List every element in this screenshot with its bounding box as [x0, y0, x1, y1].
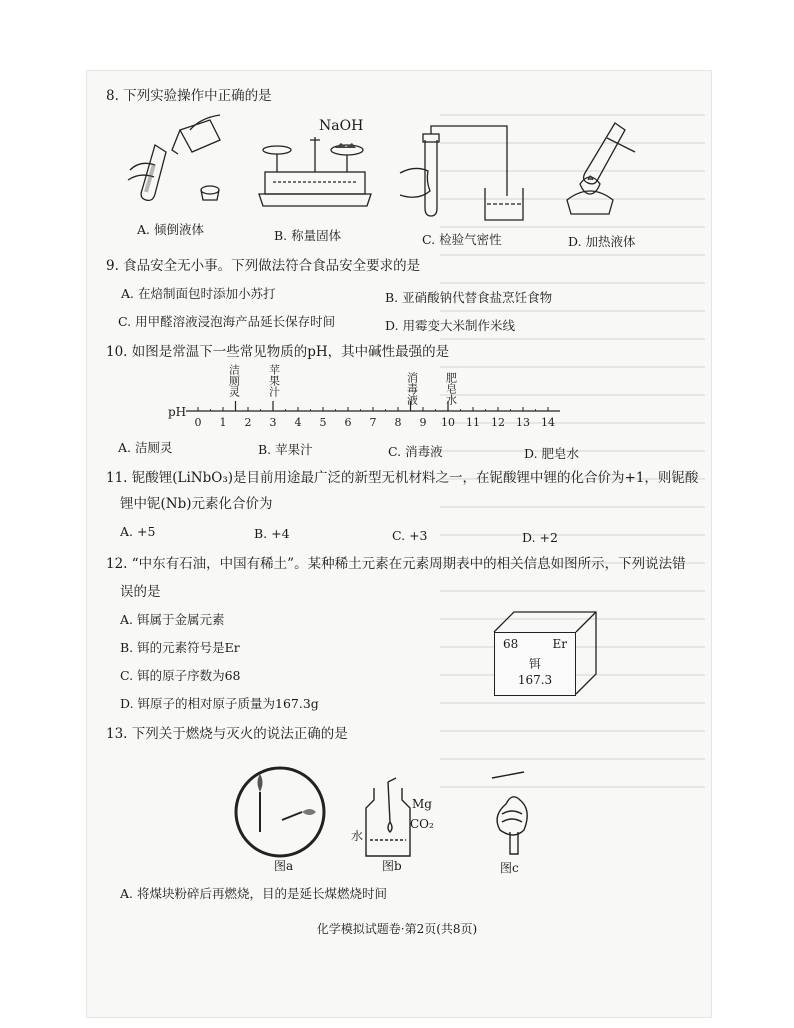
ph-label-cleaner-text: 洁厕灵 — [227, 364, 241, 397]
q13-option-a[interactable]: A. 将煤块粉碎后再燃烧，目的是延长煤燃烧时间 — [120, 886, 387, 901]
naoh-label: NaOH — [319, 118, 364, 134]
q11-option-b[interactable]: B. +4 — [254, 526, 290, 541]
q12-option-d[interactable]: D. 铒原子的相对原子质量为167.3g — [120, 696, 319, 711]
q10-option-c[interactable]: C. 消毒液 — [388, 444, 443, 459]
ph-tick-label: 12 — [491, 416, 505, 429]
co2-label: CO₂ — [410, 817, 434, 831]
ph-tick-label: 0 — [194, 416, 202, 429]
element-name: 铒 — [528, 657, 541, 671]
q11-option-a[interactable]: A. +5 — [120, 524, 156, 539]
figure-c-candle-illustration — [484, 770, 544, 860]
water-label: 水 — [351, 829, 364, 843]
q11-stem-line1: 11. 铌酸锂(LiNbO₃)是目前用途最广泛的新型无机材料之一，在铌酸锂中锂的化合价为+1，则铌酸 — [106, 470, 699, 486]
ph-label-soap-text: 肥皂水 — [444, 372, 458, 405]
q10-option-b[interactable]: B. 苹果汁 — [258, 442, 313, 457]
q10-stem: 10. 如图是常温下一些常见物质的pH，其中碱性最强的是 — [106, 344, 450, 360]
element-symbol: Er — [552, 637, 567, 651]
ph-tick-label: 10 — [441, 416, 455, 429]
ph-axis-label: pH — [168, 405, 187, 419]
figure-a-caption: 图a — [274, 859, 294, 873]
figure-b-caption: 图b — [382, 859, 402, 873]
q12-option-b[interactable]: B. 铒的元素符号是Er — [120, 640, 240, 655]
q8-stem: 8. 下列实验操作中正确的是 — [106, 88, 272, 104]
ph-tick-label: 5 — [319, 416, 327, 429]
q9-option-d[interactable]: D. 用霉变大米制作米线 — [385, 318, 516, 333]
q12-stem-line2: 误的是 — [120, 584, 161, 600]
q10-option-d[interactable]: D. 肥皂水 — [524, 446, 580, 461]
q12-option-c[interactable]: C. 铒的原子序数为68 — [120, 668, 241, 683]
element-card-erbium — [494, 632, 576, 696]
ph-tick-label: 6 — [344, 416, 352, 429]
figure-c-caption: 图c — [500, 861, 519, 875]
q12-stem-line1: 12. “中东有石油，中国有稀土”。某种稀土元素在元素周期表中的相关信息如图所示，下列说法错 — [106, 556, 686, 572]
atomic-mass: 167.3 — [517, 673, 553, 687]
ph-tick-label: 4 — [294, 416, 302, 429]
ph-label-disinfectant-text: 消毒液 — [405, 372, 419, 405]
ph-tick-label: 8 — [394, 416, 402, 429]
ph-tick-label: 7 — [369, 416, 377, 429]
page-footer: 化学模拟试题卷·第2页(共8页) — [316, 922, 478, 936]
ph-tick-label: 2 — [244, 416, 252, 429]
q9-stem: 9. 食品安全无小事。下列做法符合食品安全要求的是 — [106, 258, 421, 274]
q10-option-a[interactable]: A. 洁厕灵 — [118, 440, 173, 455]
figure-a-match-illustration — [230, 762, 330, 862]
q11-option-c[interactable]: C. +3 — [392, 528, 428, 543]
ph-tick-label: 3 — [269, 416, 277, 429]
ph-tick-label: 1 — [219, 416, 227, 429]
atomic-number: 68 — [503, 637, 519, 651]
q11-option-d[interactable]: D. +2 — [522, 530, 558, 545]
mg-label: Mg — [412, 797, 432, 811]
q11-stem-line2: 锂中铌(Nb)元素化合价为 — [120, 496, 273, 512]
q12-option-a[interactable]: A. 铒属于金属元素 — [120, 612, 225, 627]
ph-tick-label: 9 — [419, 416, 427, 429]
q9-option-c[interactable]: C. 用甲醛溶液浸泡海产品延长保存时间 — [118, 314, 336, 329]
ph-tick-label: 13 — [516, 416, 530, 429]
q8-option-c[interactable]: C. 检验气密性 — [422, 232, 502, 247]
q13-stem: 13. 下列关于燃烧与灭火的说法正确的是 — [106, 726, 348, 742]
ph-tick-label: 11 — [466, 416, 480, 429]
q8-option-b[interactable]: B. 称量固体 — [274, 228, 342, 243]
q8-option-a[interactable]: A. 倾倒液体 — [137, 222, 204, 237]
q8-option-d[interactable]: D. 加热液体 — [568, 234, 636, 249]
q9-option-a[interactable]: A. 在焙制面包时添加小苏打 — [121, 286, 276, 301]
ph-tick-label: 14 — [541, 416, 555, 429]
ph-label-apple-text: 苹果汁 — [267, 364, 281, 397]
q9-option-b[interactable]: B. 亚硝酸钠代替食盐烹饪食物 — [385, 290, 553, 305]
